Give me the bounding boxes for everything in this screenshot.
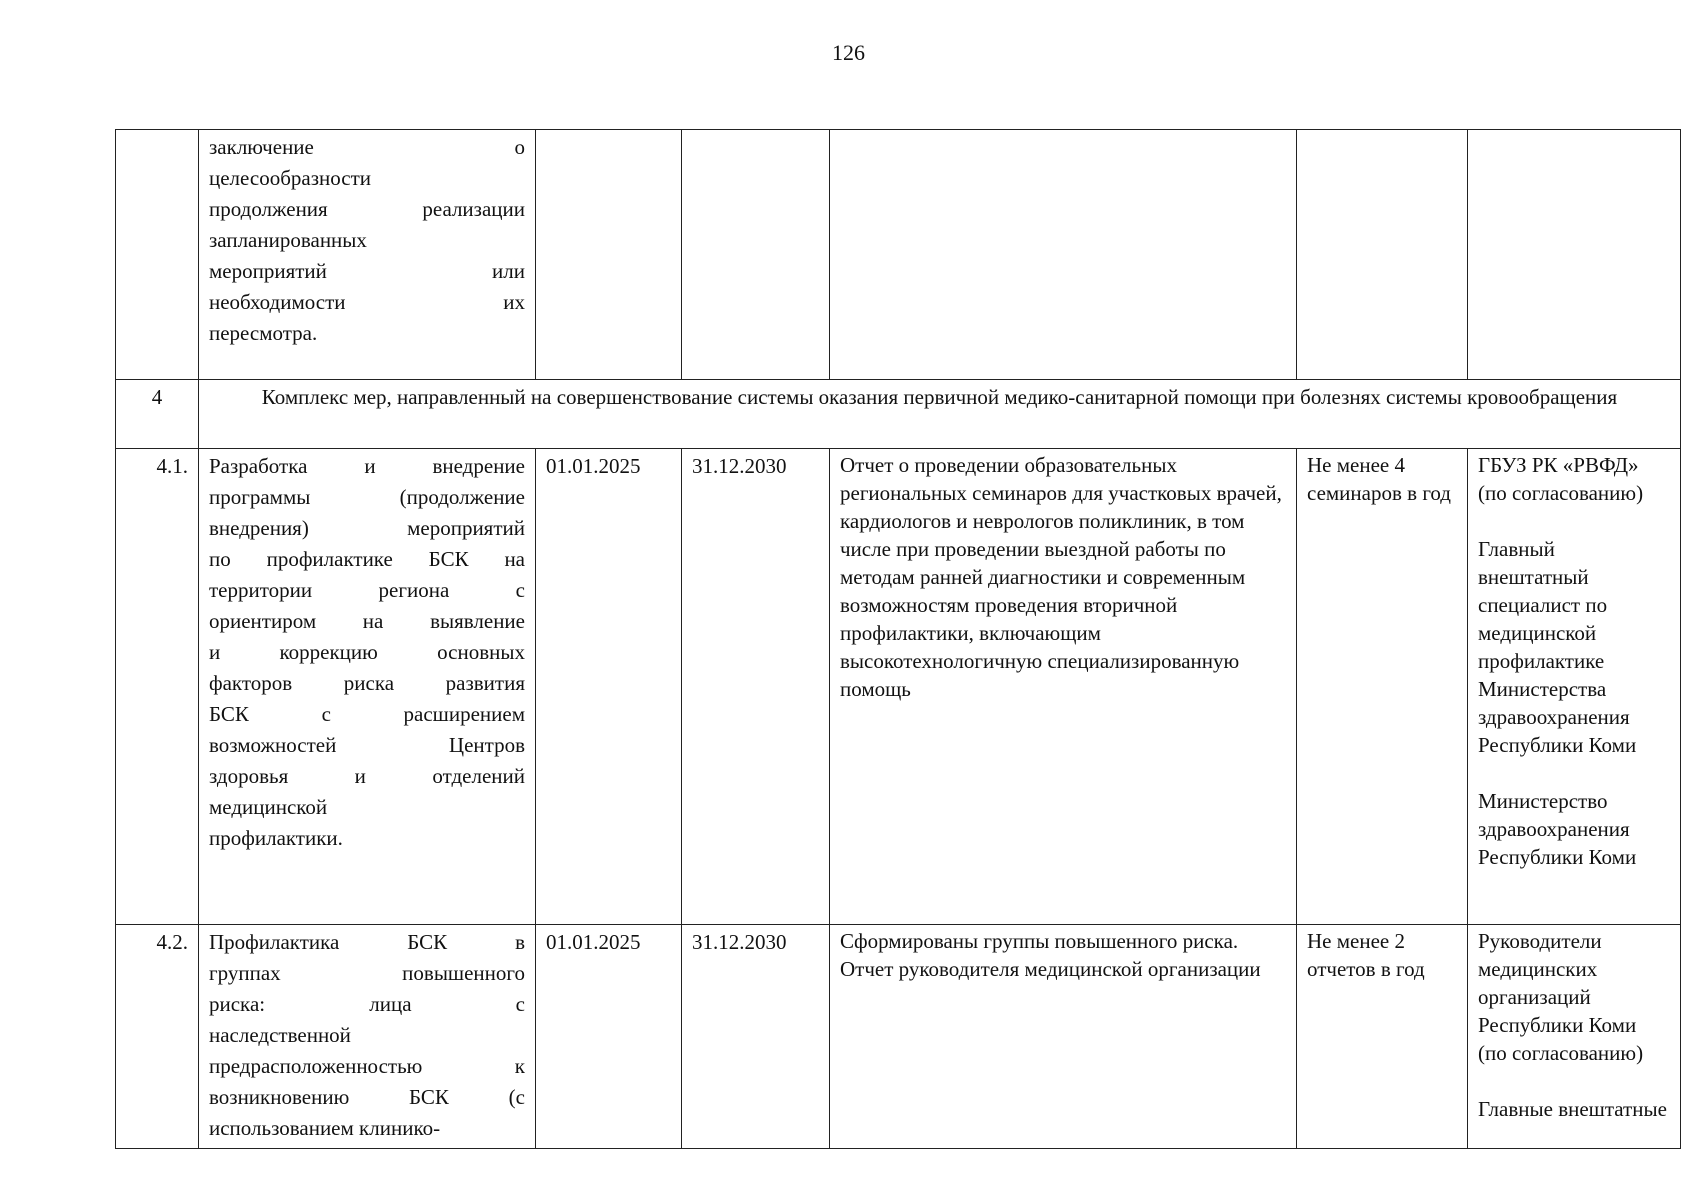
text-line: БСК с расширением	[209, 702, 525, 726]
text-line: Разработка и внедрение	[209, 454, 525, 478]
text-line: Профилактика БСК в	[209, 930, 525, 954]
start-date: 01.01.2025	[536, 449, 682, 925]
result-cell	[830, 130, 1297, 380]
measure-cell	[199, 925, 536, 1149]
text-line: риска: лица с	[209, 992, 525, 1016]
indicator-cell	[1297, 130, 1468, 380]
text-line: программы (продолжение	[209, 485, 525, 509]
text-line: целесообразности	[209, 166, 372, 190]
start-date: 01.01.2025	[536, 925, 682, 1149]
text-line: группах повышенного	[209, 961, 525, 985]
text-line: территории региона с	[209, 578, 525, 602]
text-line: заключение о	[209, 135, 525, 159]
responsible-cell	[1468, 130, 1681, 380]
section-title: Комплекс мер, направленный на совершенствование системы оказания первичной медико-санитарной помощи при болезнях системы кровообращения	[199, 380, 1681, 449]
text-line: возникновению БСК (с	[209, 1085, 525, 1109]
text-line: запланированных	[209, 228, 367, 252]
measure-cell	[199, 130, 536, 380]
end-date: 31.12.2030	[682, 925, 830, 1149]
result-text: Отчет о проведении образовательных региональных семинаров для участковых врачей, кардиологов и неврологов поликлиник, в том числе при проведении выездной работы по методам ранней диагностики и современным возможностям проведения вторичной профилактики, включающим высокотехнологичную специализированную помощь	[830, 449, 1297, 925]
text-line: медицинской	[209, 795, 328, 819]
text-line: наследственной	[209, 1023, 351, 1047]
row-number: 4.2.	[116, 925, 199, 1149]
text-line: мероприятий или	[209, 259, 525, 283]
responsible-entry: Главный внештатный специалист по медицинской профилактике Министерства здравоохранения Республики Коми	[1478, 537, 1637, 757]
text-line: ориентиром на выявление	[209, 609, 525, 633]
page-number: 126	[832, 40, 865, 65]
responsible-cell	[1468, 449, 1681, 925]
text-line: использованием клинико-	[209, 1116, 441, 1140]
section-row	[116, 380, 1681, 449]
text-line: факторов риска развития	[209, 671, 525, 695]
text-line: здоровья и отделений	[209, 764, 525, 788]
text-line: пересмотра.	[209, 321, 318, 345]
indicator-text: Не менее 2 отчетов в год	[1297, 925, 1468, 1149]
indicator-text: Не менее 4 семинаров в год	[1297, 449, 1468, 925]
section-number: 4	[116, 380, 199, 449]
measure-cell	[199, 449, 536, 925]
row-number-cell	[116, 130, 199, 380]
text-line: продолжения реализации	[209, 197, 525, 221]
text-line: предрасположенностью к	[209, 1054, 525, 1078]
text-line: необходимости их	[209, 290, 525, 314]
end-date: 31.12.2030	[682, 449, 830, 925]
responsible-entry: Главные внештатные	[1478, 1097, 1667, 1121]
responsible-entry: Руководители медицинских организаций Республики Коми (по согласованию)	[1478, 929, 1644, 1065]
measures-table	[115, 129, 1681, 1149]
text-line: и коррекцию основных	[209, 640, 525, 664]
text-line: профилактики.	[209, 826, 343, 850]
row-number: 4.1.	[116, 449, 199, 925]
text-line: внедрения) мероприятий	[209, 516, 525, 540]
continuation-row	[116, 130, 1681, 380]
table-row	[116, 449, 1681, 925]
text-line: возможностей Центров	[209, 733, 525, 757]
text-line: по профилактике БСК на	[209, 547, 525, 571]
responsible-cell	[1468, 925, 1681, 1149]
responsible-entry: ГБУЗ РК «РВФД» (по согласованию)	[1478, 453, 1644, 505]
end-date-cell	[682, 130, 830, 380]
table-row	[116, 925, 1681, 1149]
responsible-entry: Министерство здравоохранения Республики Коми	[1478, 789, 1637, 869]
start-date-cell	[536, 130, 682, 380]
result-text: Сформированы группы повышенного риска. Отчет руководителя медицинской организации	[830, 925, 1297, 1149]
